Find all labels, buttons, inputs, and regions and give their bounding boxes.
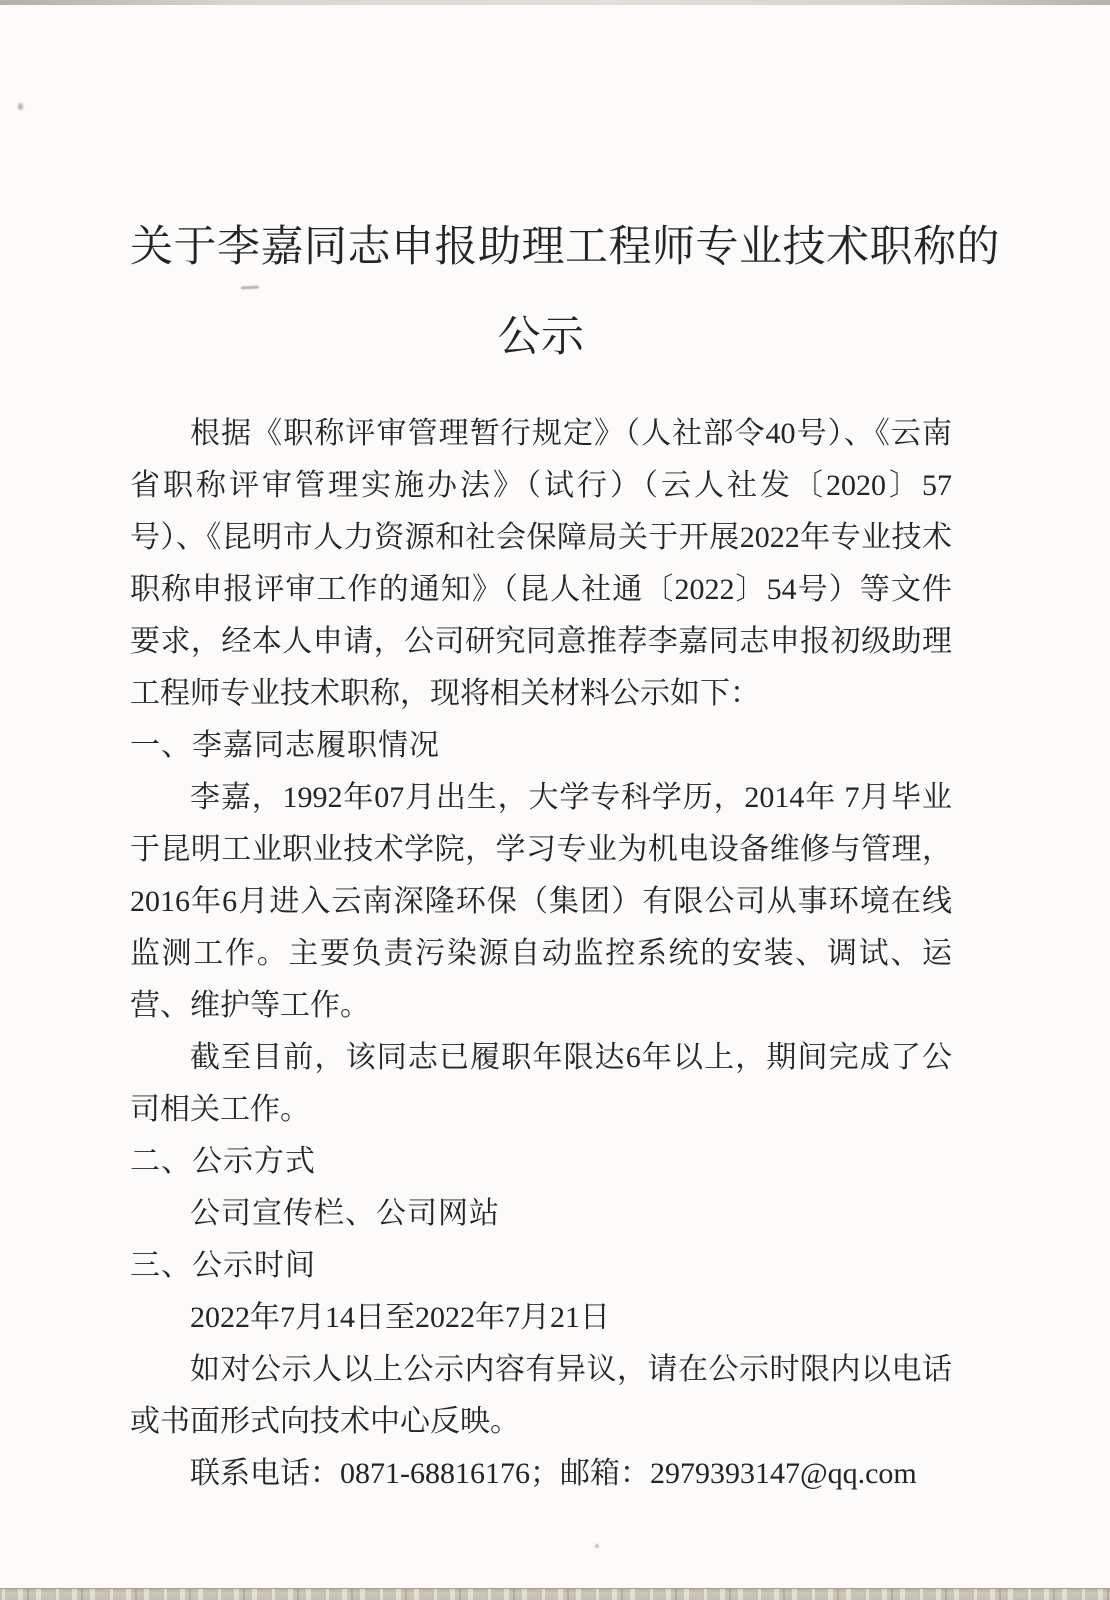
- notice-body: [130, 408, 952, 1500]
- scan-edge-bottom: [0, 1588, 1110, 1600]
- section-1-paragraph-1: 李嘉，1992年07月出生，大学专科学历，2014年 7月毕业于昆明工业职业技术学院，学习专业为机电设备维修与管理，2016年6月进入云南深隆环保（集团）有限公司从事环境在线监测工作。主要负责污染源自动监控系统的安装、调试、运营、维护等工作。: [130, 780, 952, 1022]
- scan-artifact-speck: [595, 1544, 599, 1548]
- notice-title-line-1: 关于李嘉同志申报助理工程师专业技术职称的: [130, 224, 1000, 271]
- document-content: [130, 0, 1000, 1500]
- notice-title: [130, 224, 1000, 362]
- section-3-heading: 三、公示时间: [130, 1248, 316, 1282]
- objection-paragraph: 如对公示人以上公示内容有异议，请在公示时限内以电话或书面形式向技术中心反映。: [130, 1352, 952, 1438]
- section-1-paragraph-2: 截至目前，该同志已履职年限达6年以上，期间完成了公司相关工作。: [130, 1040, 952, 1126]
- contact-paragraph: 联系电话：0871-68816176；邮箱：2979393147@qq.com: [190, 1456, 917, 1490]
- section-3-paragraph-1: 2022年7月14日至2022年7月21日: [190, 1300, 610, 1334]
- section-1-heading: 一、李嘉同志履职情况: [130, 728, 440, 762]
- notice-title-line-2: 公示: [497, 314, 585, 362]
- section-2-heading: 二、公示方式: [130, 1144, 316, 1178]
- scan-artifact-speck: [18, 103, 23, 110]
- intro-paragraph: 根据《职称评审管理暂行规定》（人社部令40号）、《云南省职称评审管理实施办法》（试行）（云人社发〔2020〕57号）、《昆明市人力资源和社会保障局关于开展2022年专业技术职称申报评审工作的通知》（昆人社通〔2022〕54号）等文件要求，经本人申请，公司研究同意推荐李嘉同志申报初级助理工程师专业技术职称，现将相关材料公示如下：: [130, 416, 952, 710]
- section-2-paragraph-1: 公司宣传栏、公司网站: [190, 1196, 500, 1230]
